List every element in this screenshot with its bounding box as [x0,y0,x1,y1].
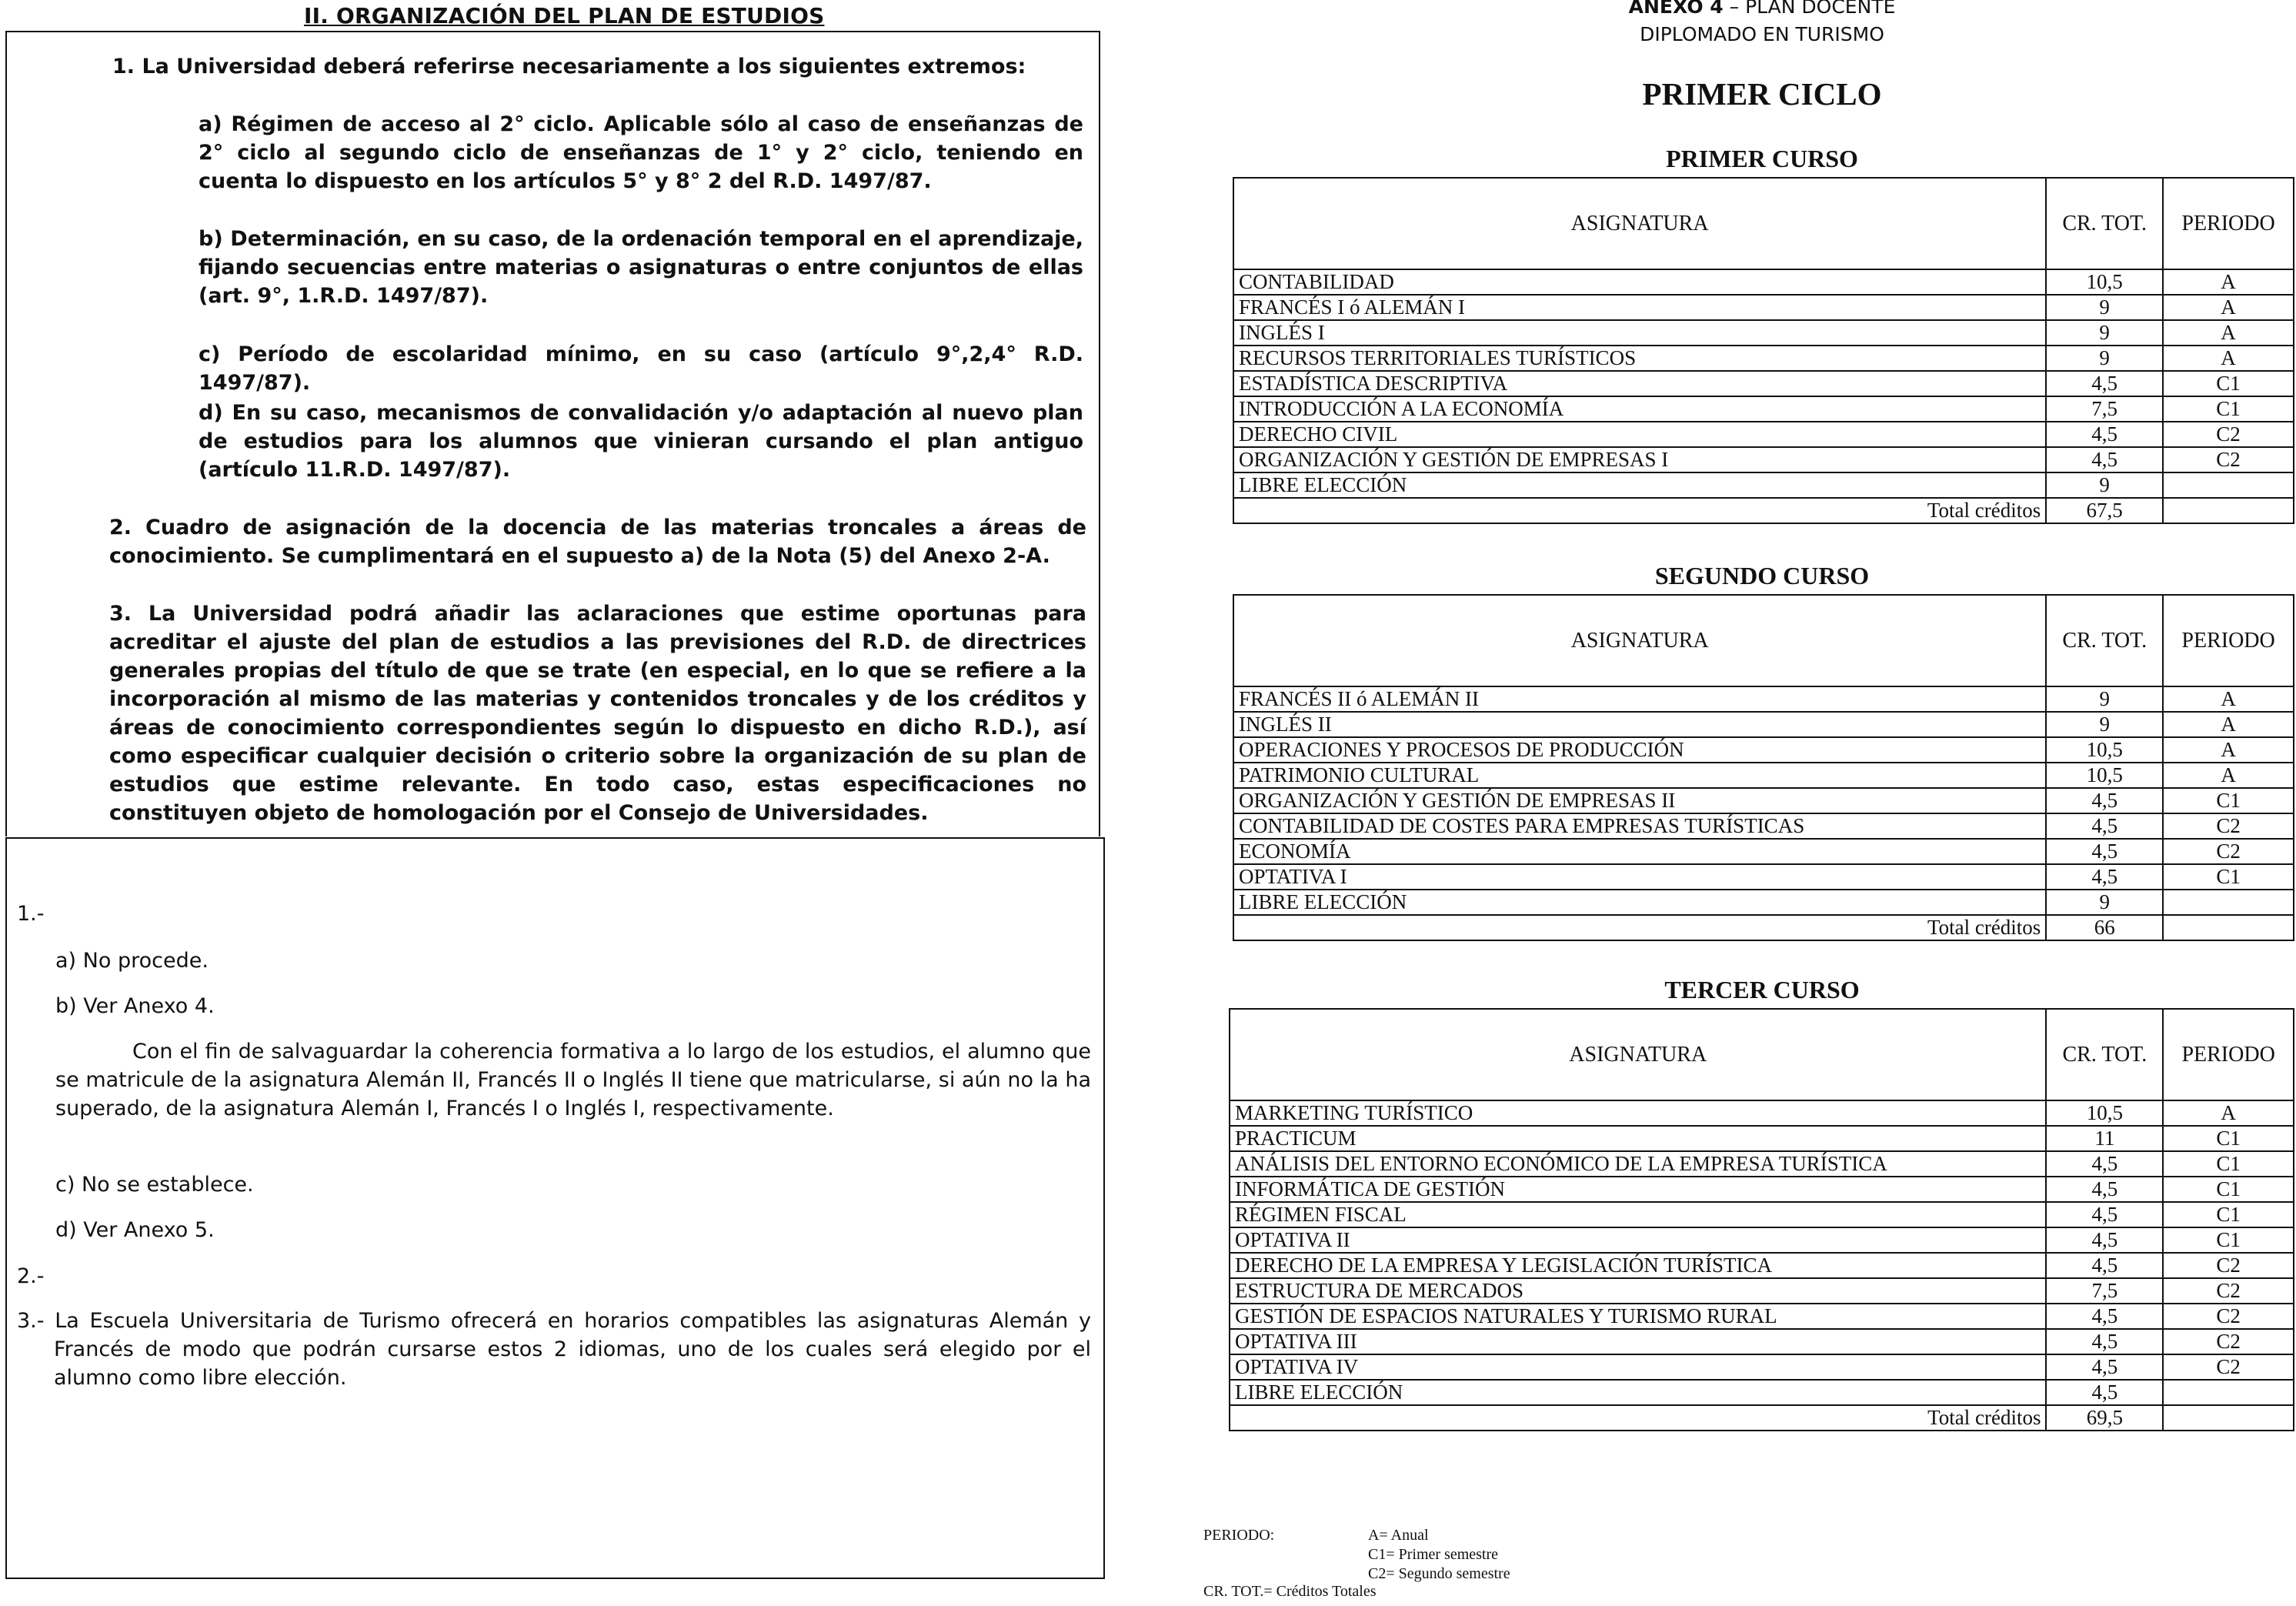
table-row [1230,1304,2294,1329]
subject-name: ECONOMÍA [1233,839,2046,864]
credits-value: 4,5 [2046,1177,2163,1202]
subject-name: MARKETING TURÍSTICO [1230,1100,2046,1126]
table-row [1233,890,2294,915]
period-value: C2 [2163,1253,2294,1278]
table-row [1233,788,2294,813]
period-value: A [2163,712,2294,737]
period-value: C1 [2163,1151,2294,1177]
credits-header: CR. TOT. [2046,178,2163,269]
table-row [1230,1227,2294,1253]
subject-name: GESTIÓN DE ESPACIOS NATURALES Y TURISMO RURAL [1230,1304,2046,1329]
credits-value: 10,5 [2046,1100,2163,1126]
credits-value: 4,5 [2046,1329,2163,1354]
subject-name: INGLÉS I [1233,320,2046,346]
item1-d: d) En su caso, mecanismos de convalidación y/o adaptación al nuevo plan de estudios para los alumnos que vinieran cursando el plan antiguo (artículo 11.R.D. 1497/87). [199,401,1083,482]
period-value: C2 [2163,839,2294,864]
subject-name: OPERACIONES Y PROCESOS DE PRODUCCIÓN [1233,737,2046,763]
table-row [1233,396,2294,422]
answer3: 3.- La Escuela Universitaria de Turismo ofrecerá en horarios compatibles las asignaturas Alemán y Francés de modo que podrán cursarse estos 2 idiomas, uno de los cuales será elegido por el alumno como libre elección. [17,1309,1091,1390]
section-title: II. ORGANIZACIÓN DEL PLAN DE ESTUDIOS [304,3,825,28]
course-table-2 [1233,594,2294,941]
table-row [1233,472,2294,498]
credits-value: 4,5 [2046,1304,2163,1329]
period-value: C2 [2163,1304,2294,1329]
subject-name: OPTATIVA I [1233,864,2046,890]
credits-value: 4,5 [2046,864,2163,890]
table-row [1230,1100,2294,1126]
answer1-c: c) No se establece. [55,1173,254,1197]
total-row [1233,498,2294,523]
period-value: C2 [2163,422,2294,447]
table-row [1230,1253,2294,1278]
period-value [2163,1380,2294,1405]
subject-name: ANÁLISIS DEL ENTORNO ECONÓMICO DE LA EMPRESA TURÍSTICA [1230,1151,2046,1177]
answer1-b: b) Ver Anexo 4. [55,994,215,1018]
subject-name: ESTRUCTURA DE MERCADOS [1230,1278,2046,1304]
course-table-1 [1233,177,2294,524]
period-header: PERIODO [2163,1009,2294,1100]
answer1-d: d) Ver Anexo 5. [55,1218,215,1242]
table-row [1233,269,2294,295]
credits-header: CR. TOT. [2046,595,2163,686]
credits-value: 4,5 [2046,1227,2163,1253]
period-value: C1 [2163,864,2294,890]
credits-value: 11 [2046,1126,2163,1151]
credits-value: 9 [2046,712,2163,737]
subject-name: FRANCÉS I ó ALEMÁN I [1233,295,2046,320]
subject-name: ORGANIZACIÓN Y GESTIÓN DE EMPRESAS II [1233,788,2046,813]
period-value: C1 [2163,396,2294,422]
table-row [1230,1151,2294,1177]
course-title-2: SEGUNDO CURSO [1654,562,1870,589]
period-value [2163,472,2294,498]
subject-name: ESTADÍSTICA DESCRIPTIVA [1233,371,2046,396]
period-value: C1 [2163,1177,2294,1202]
subject-name: LIBRE ELECCIÓN [1233,472,2046,498]
subject-name: OPTATIVA II [1230,1227,2046,1253]
total-row [1233,915,2294,940]
period-value: C2 [2163,1329,2294,1354]
table-row [1233,763,2294,788]
subject-name: INFORMÁTICA DE GESTIÓN [1230,1177,2046,1202]
credits-value: 9 [2046,346,2163,371]
answer1-label: 1.- [17,902,45,926]
legend-c1: C1= Primer semestre [1368,1546,1499,1563]
subject-name: CONTABILIDAD DE COSTES PARA EMPRESAS TURÍSTICAS [1233,813,2046,839]
period-value: A [2163,346,2294,371]
credits-value: 4,5 [2046,371,2163,396]
annex-header [1531,0,1993,18]
legend-period-label: PERIODO: [1203,1527,1275,1544]
period-value: A [2163,763,2294,788]
subject-header: ASIGNATURA [1230,1009,2046,1100]
item1-a: a) Régimen de acceso al 2° ciclo. Aplicable sólo al caso de enseñanzas de 2° ciclo al segundo ciclo de enseñanzas de 1° y 2° ciclo, teniendo en cuenta lo dispuesto en los artículos 5° y 8° 2 del R.D. 1497/87. [199,112,1083,193]
credits-value: 4,5 [2046,1354,2163,1380]
item2: 2. Cuadro de asignación de la docencia de las materias troncales a áreas de conocimiento. Se cumplimentará en el supuesto a) de la Nota (5) del Anexo 2-A. [109,516,1086,568]
credits-value: 4,5 [2046,788,2163,813]
subject-name: DERECHO CIVIL [1233,422,2046,447]
cycle-title: PRIMER CICLO [1642,76,1882,112]
period-value: A [2163,737,2294,763]
credits-value: 4,5 [2046,447,2163,472]
table-row [1233,346,2294,371]
table-row [1233,295,2294,320]
subject-name: CONTABILIDAD [1233,269,2046,295]
total-row [1230,1405,2294,1431]
credits-value: 4,5 [2046,813,2163,839]
table-row [1230,1202,2294,1227]
credits-value: 9 [2046,295,2163,320]
legend-crtot: CR. TOT.= Créditos Totales [1203,1583,1377,1600]
course-table-3 [1229,1008,2294,1431]
credits-value: 10,5 [2046,763,2163,788]
table-row [1233,864,2294,890]
subject-name: FRANCÉS II ó ALEMÁN II [1233,686,2046,712]
course-title-3: TERCER CURSO [1664,976,1860,1003]
subject-name: PRACTICUM [1230,1126,2046,1151]
table-row [1233,813,2294,839]
period-value: C1 [2163,371,2294,396]
credits-value: 7,5 [2046,1278,2163,1304]
total-label: Total créditos [1230,1405,2046,1431]
annex-label: ANEXO 4 [1628,0,1724,18]
answer1-b-note: Con el fin de salvaguardar la coherencia formativa a lo largo de los estudios, el alumno que se matricule de la asignatura Alemán II, Francés II o Inglés II tiene que matricularse, si aún no la ha superado, de la asignatura Alemán I, Francés I o Inglés I, respectivamente. [55,1040,1091,1120]
table-row [1230,1354,2294,1380]
table-row [1233,712,2294,737]
table-row [1230,1126,2294,1151]
table-row [1230,1278,2294,1304]
legend-a: A= Anual [1368,1527,1429,1544]
period-value: A [2163,1100,2294,1126]
period-value: C2 [2163,813,2294,839]
annex-rest: – PLAN DOCENTE [1723,0,1896,18]
table-row [1230,1177,2294,1202]
period-value: A [2163,295,2294,320]
subject-name: DERECHO DE LA EMPRESA Y LEGISLACIÓN TURÍSTICA [1230,1253,2046,1278]
period-header: PERIODO [2163,595,2294,686]
table-row [1230,1329,2294,1354]
table-row [1233,839,2294,864]
period-value: C1 [2163,1126,2294,1151]
subject-header: ASIGNATURA [1233,178,2046,269]
table-row [1233,371,2294,396]
item3: 3. La Universidad podrá añadir las aclaraciones que estime oportunas para acreditar el ajuste del plan de estudios a las previsiones del R.D. de directrices generales propias del título de que se trate (en especial, en lo que se refiere a la incorporación al mismo de las materias y contenidos troncales y de los créditos y áreas de conocimiento correspondientes según lo dispuesto en dicho R.D.), así como especificar cualquier decisión o criterio sobre la organización de su plan de estudios que estime relevante. En todo caso, estas especificaciones no constituyen objeto de homologación por el Consejo de Universidades. [109,602,1086,825]
total-label: Total créditos [1233,498,2046,523]
total-value: 69,5 [2046,1405,2163,1431]
period-header: PERIODO [2163,178,2294,269]
credits-value: 4,5 [2046,1151,2163,1177]
total-value: 67,5 [2046,498,2163,523]
credits-value: 10,5 [2046,737,2163,763]
credits-value: 4,5 [2046,1253,2163,1278]
answer1-a: a) No procede. [55,949,209,973]
subject-header: ASIGNATURA [1233,595,2046,686]
course-title-1: PRIMER CURSO [1666,145,1858,172]
item1-intro: 1. La Universidad deberá referirse necesariamente a los siguientes extremos: [112,55,1026,78]
degree-name: DIPLOMADO EN TURISMO [1640,23,1884,45]
credits-value: 4,5 [2046,1202,2163,1227]
subject-name: PATRIMONIO CULTURAL [1233,763,2046,788]
period-value: A [2163,269,2294,295]
item1-c: c) Período de escolaridad mínimo, en su caso (artículo 9°,2,4° R.D. 1497/87). [199,342,1083,395]
period-value: A [2163,320,2294,346]
credits-value: 4,5 [2046,1380,2163,1405]
period-value: A [2163,686,2294,712]
period-value: C1 [2163,1227,2294,1253]
total-value: 66 [2046,915,2163,940]
credits-value: 9 [2046,890,2163,915]
period-value [2163,890,2294,915]
subject-name: LIBRE ELECCIÓN [1230,1380,2046,1405]
subject-name: RECURSOS TERRITORIALES TURÍSTICOS [1233,346,2046,371]
total-label: Total créditos [1233,915,2046,940]
subject-name: OPTATIVA III [1230,1329,2046,1354]
credits-value: 7,5 [2046,396,2163,422]
period-value: C2 [2163,447,2294,472]
item1-b: b) Determinación, en su caso, de la ordenación temporal en el aprendizaje, fijando secuencias entre materias o asignaturas o entre conjuntos de ellas (art. 9°, 1.R.D. 1497/87). [199,227,1083,308]
period-value: C1 [2163,788,2294,813]
table-row [1233,737,2294,763]
table-row [1233,422,2294,447]
credits-value: 9 [2046,686,2163,712]
legend-c2: C2= Segundo semestre [1368,1565,1510,1582]
credits-value: 4,5 [2046,839,2163,864]
subject-name: LIBRE ELECCIÓN [1233,890,2046,915]
subject-name: INGLÉS II [1233,712,2046,737]
table-row [1233,686,2294,712]
credits-header: CR. TOT. [2046,1009,2163,1100]
table-row [1233,320,2294,346]
subject-name: RÉGIMEN FISCAL [1230,1202,2046,1227]
credits-value: 4,5 [2046,422,2163,447]
subject-name: OPTATIVA IV [1230,1354,2046,1380]
table-row [1230,1380,2294,1405]
credits-value: 9 [2046,320,2163,346]
period-value: C2 [2163,1278,2294,1304]
subject-name: INTRODUCCIÓN A LA ECONOMÍA [1233,396,2046,422]
subject-name: ORGANIZACIÓN Y GESTIÓN DE EMPRESAS I [1233,447,2046,472]
credits-value: 9 [2046,472,2163,498]
answer2-label: 2.- [17,1264,45,1288]
table-row [1233,447,2294,472]
period-value: C2 [2163,1354,2294,1380]
period-value: C1 [2163,1202,2294,1227]
credits-value: 10,5 [2046,269,2163,295]
